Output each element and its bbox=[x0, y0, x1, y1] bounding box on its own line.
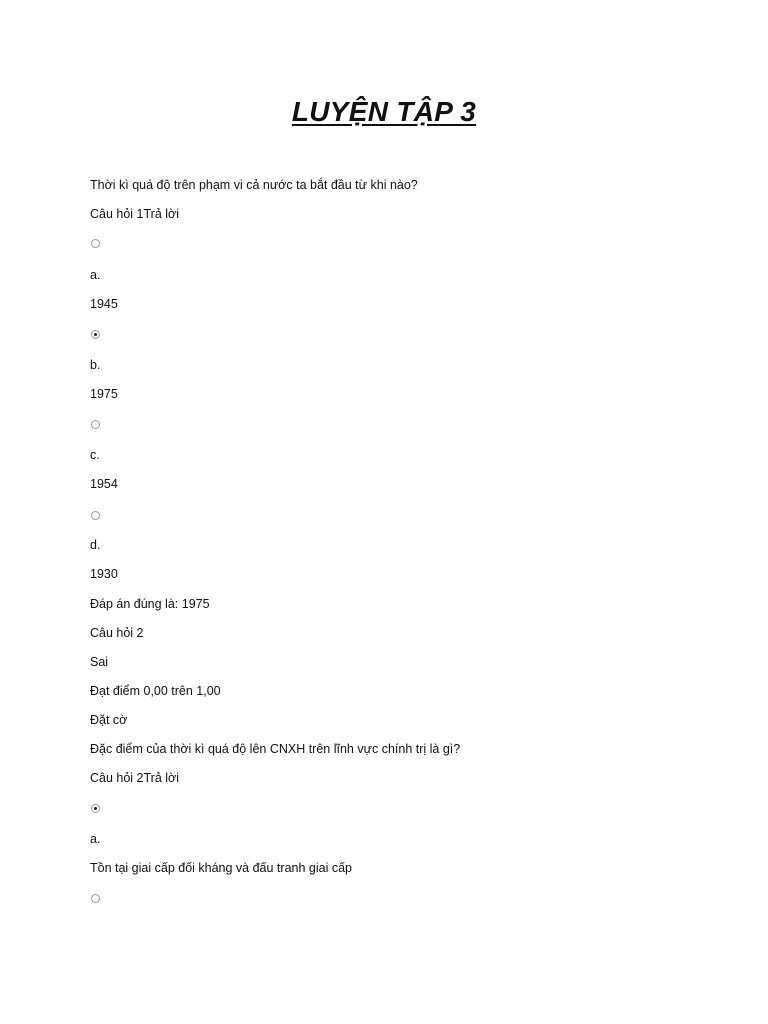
question-2-header: Câu hỏi 2Trả lời bbox=[90, 771, 180, 785]
question-1-text: Thời kì quá độ trên phạm vi cả nước ta bắt đầu từ khi nào? bbox=[90, 178, 418, 192]
q2-option-b-radio[interactable] bbox=[91, 894, 100, 903]
q1-option-a-letter: a. bbox=[90, 268, 101, 282]
q1-option-d-letter: d. bbox=[90, 538, 101, 552]
q1-option-c-radio[interactable] bbox=[91, 420, 100, 429]
q2-option-a-text: Tồn tại giai cấp đối kháng và đấu tranh giai cấp bbox=[90, 861, 352, 875]
q1-option-b-text: 1975 bbox=[90, 387, 118, 401]
q1-option-b-radio[interactable] bbox=[91, 330, 100, 339]
q1-option-d-radio[interactable] bbox=[91, 511, 100, 520]
question-2-text: Đặc điểm của thời kì quá độ lên CNXH trên lĩnh vực chính trị là gì? bbox=[90, 742, 461, 756]
q1-option-b-letter: b. bbox=[90, 358, 101, 372]
q2-option-a-letter: a. bbox=[90, 832, 101, 846]
question-1-header: Câu hỏi 1Trả lời bbox=[90, 207, 180, 221]
q1-option-a-text: 1945 bbox=[90, 297, 118, 311]
q1-option-c-text: 1954 bbox=[90, 477, 118, 491]
page-title: LUYỆN TẬP 3 bbox=[291, 96, 477, 127]
q1-option-a-radio[interactable] bbox=[91, 239, 100, 248]
q1-correct-answer: Đáp án đúng là: 1975 bbox=[90, 597, 210, 611]
question-2-score: Đạt điểm 0,00 trên 1,00 bbox=[90, 684, 221, 698]
q2-option-a-radio[interactable] bbox=[91, 804, 100, 813]
flag-question-link[interactable]: Đặt cờ bbox=[90, 713, 128, 727]
q1-option-d-text: 1930 bbox=[90, 567, 118, 581]
q1-option-c-letter: c. bbox=[90, 448, 100, 462]
question-2-status: Sai bbox=[90, 655, 109, 669]
question-2-label: Câu hỏi 2 bbox=[90, 626, 144, 640]
